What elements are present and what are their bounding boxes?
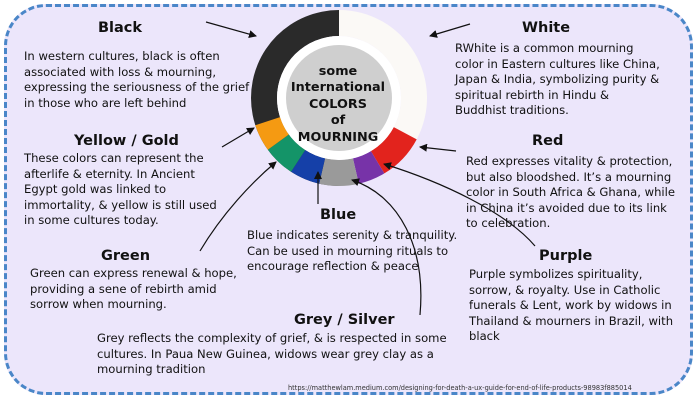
center-title-line: International [290,80,386,96]
center-title-line: of [330,113,346,129]
red-title: Red [532,133,564,149]
arrow-black [206,22,256,36]
white-description: RWhite is a common mourning color in Eastern cultures like China, Japan & India, symbolizing purity & spiritual rebirth in Hindu & Buddhist traditions. [455,41,660,118]
center-title-line: MOURNING [297,129,379,145]
green-description: Green can express renewal & hope, providing a sene of rebirth amid sorrow when mourning. [30,266,237,312]
arrow-red [420,147,456,151]
blue-title: Blue [320,207,357,223]
center-title [286,64,390,146]
arrow-gold [222,128,254,147]
center-title-line: some [318,64,358,79]
white-title: White [522,20,571,36]
black-description: In western cultures, black is often associated with loss & mourning, expressing the seriousness of the grief in those who are left behind [24,49,250,110]
blue-description: Blue indicates serenity & tranquility. Can be used in mourning rituals to encourage reflection & peace [247,228,458,274]
red-description: Red expresses vitality & protection, but also bloodshed. It’s a mourning color in South Africa & Ghana, while in China it’s avoided due to its link to celebration. [466,154,676,231]
arrow-white [430,24,470,36]
grey-title: Grey / Silver [294,312,395,328]
purple-description: Purple symbolizes spirituality, sorrow, & royalty. Use in Catholic funerals & Lent, work by widows in Thailand & mourners in Brazil, with black [469,267,674,344]
center-title-line: COLORS [309,96,367,112]
grey-description: Grey reflects the complexity of grief, & is respected in some cultures. In Paua New Guinea, widows wear grey clay as a mourning tradition [97,331,447,377]
gold-title: Yellow / Gold [74,133,179,149]
black-title: Black [98,20,143,36]
green-title: Green [101,248,151,264]
purple-title: Purple [539,248,593,264]
source-url: https://matthewlam.medium.com/designing-for-death-a-ux-guide-for-end-of-life-products-98983f885014 [288,384,632,392]
gold-description: These colors can represent the afterlife & eternity. In Ancient Egypt gold was linked to immortality, & yellow is still used in some cultures today. [24,151,217,228]
